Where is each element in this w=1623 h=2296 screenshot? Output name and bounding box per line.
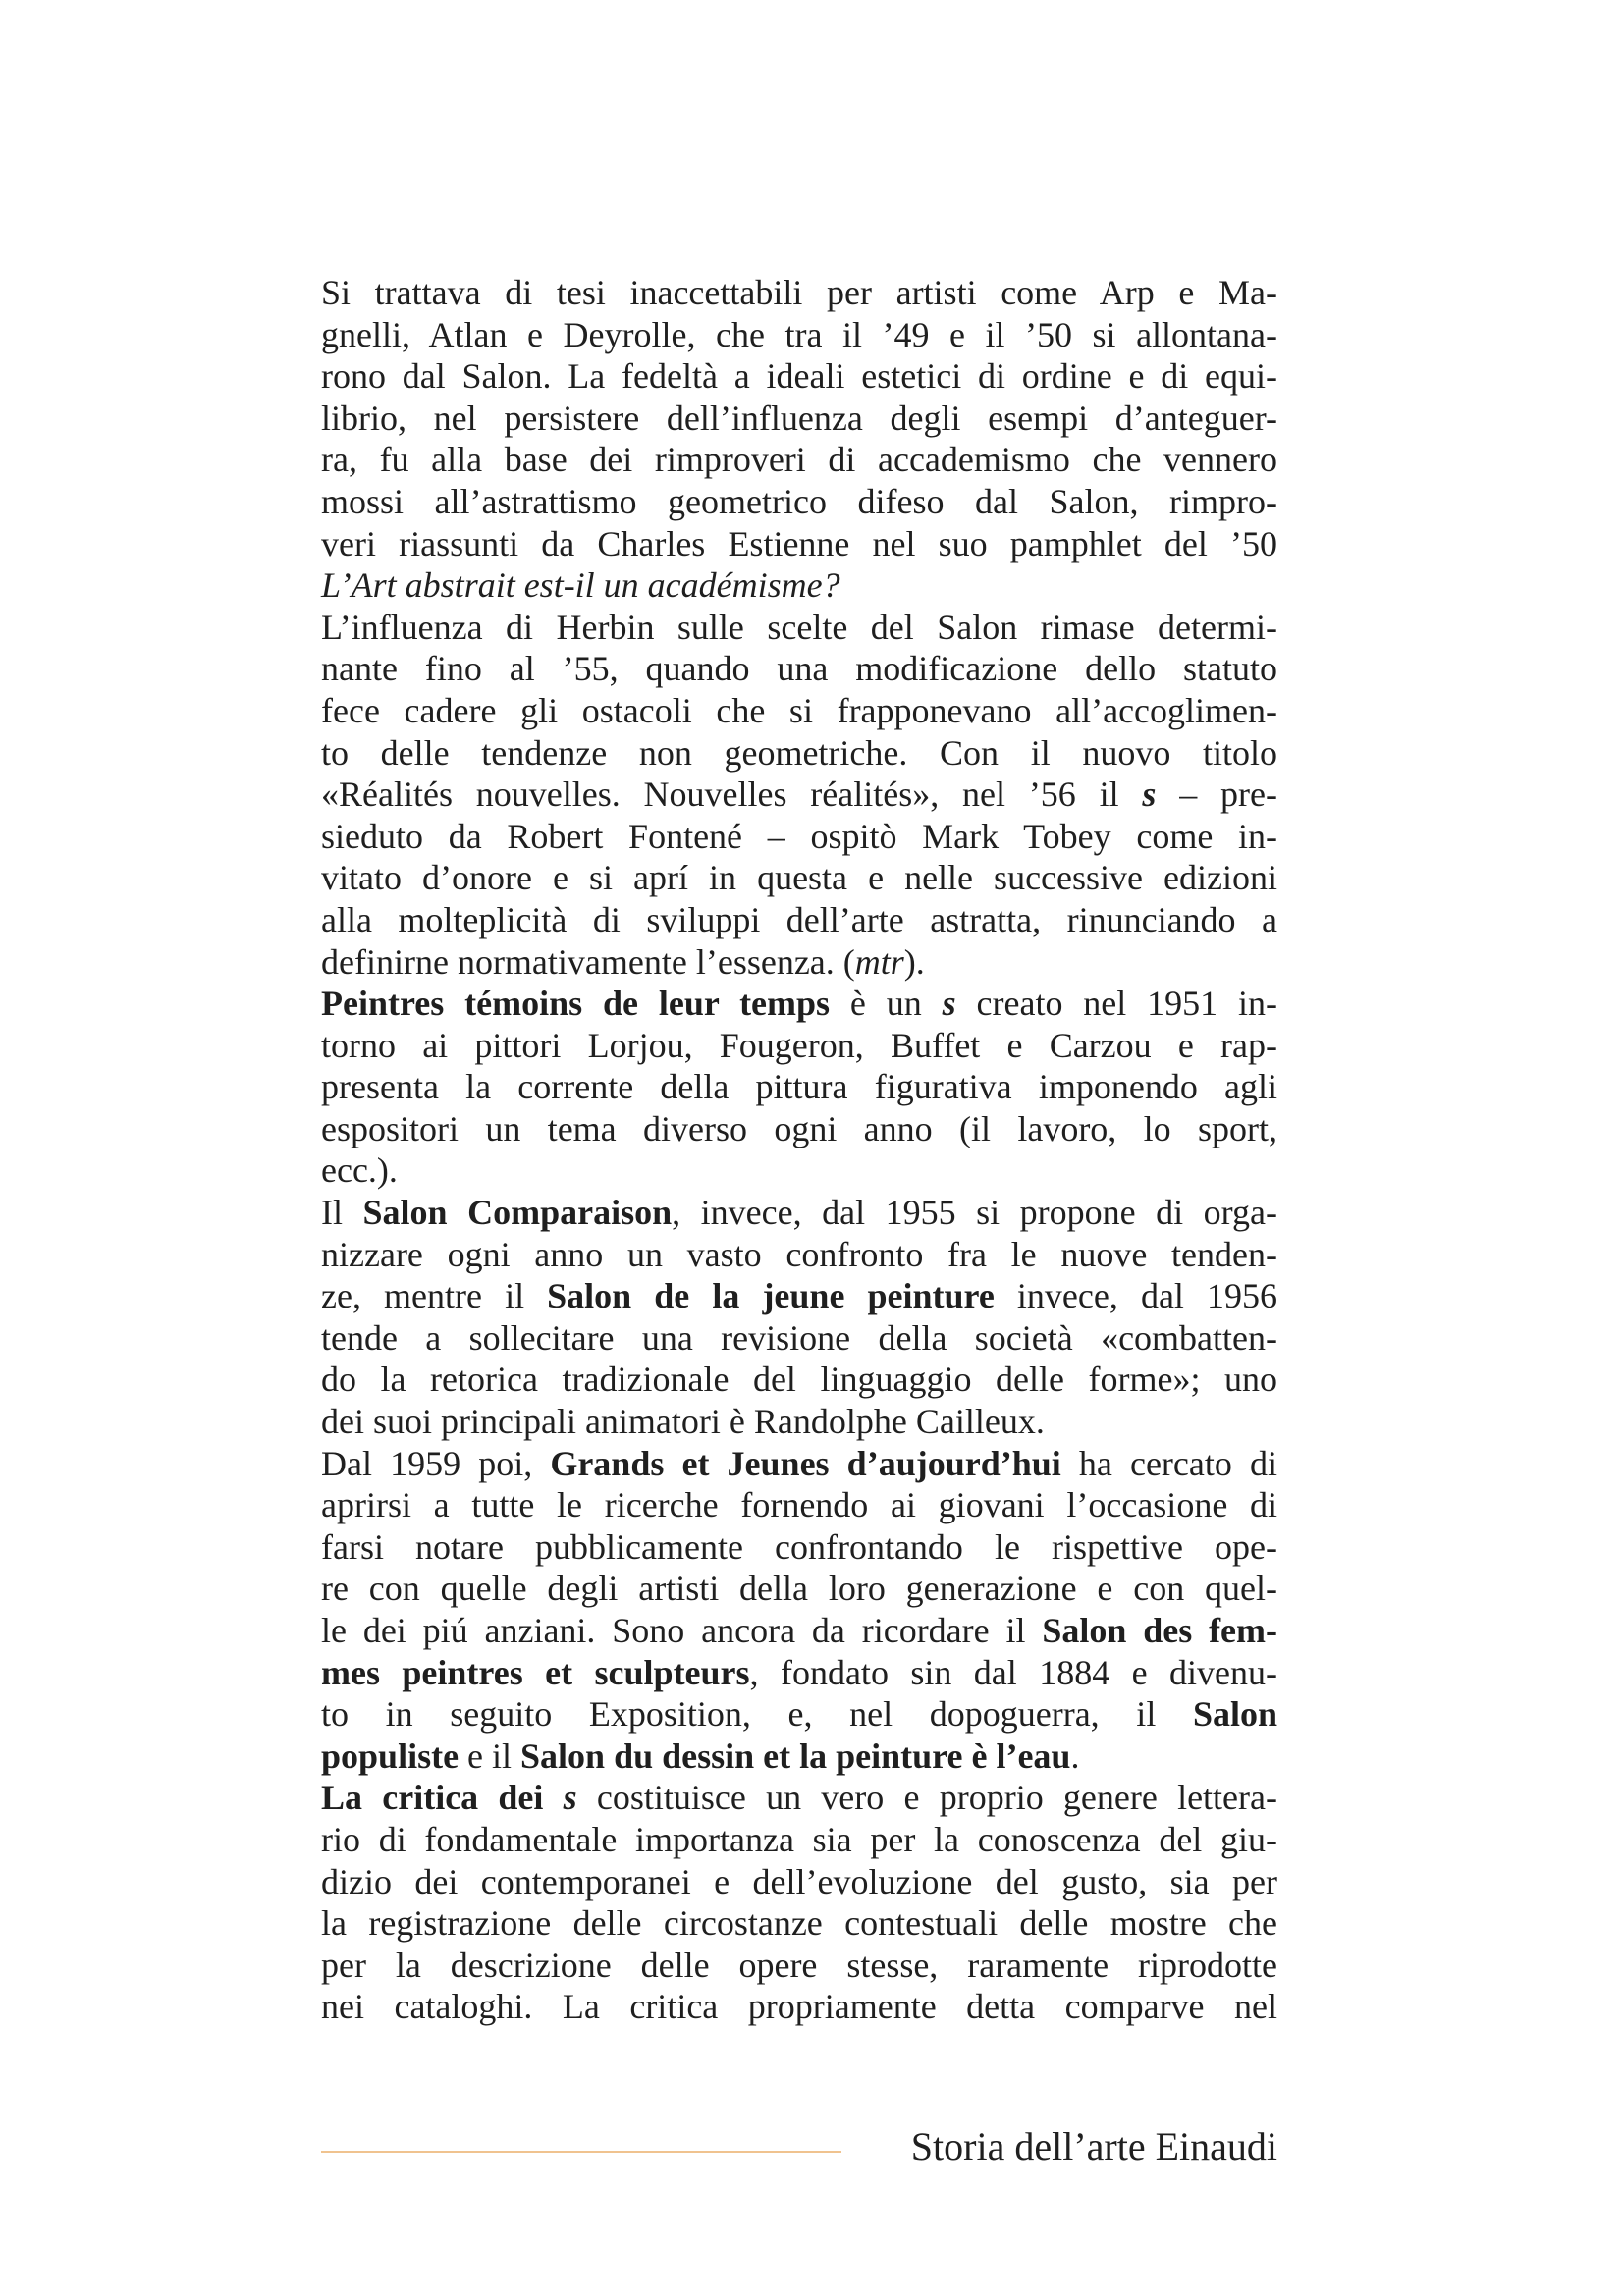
styled-text: Grands et Jeunes d’aujourd’hui <box>550 1443 1061 1483</box>
text-line <box>321 1275 1277 1317</box>
text-line <box>321 1401 1277 1443</box>
text-line <box>321 1945 1277 1987</box>
text-line <box>321 941 1277 984</box>
styled-text: Salon du dessin et la peinture è l’eau <box>520 1735 1071 1776</box>
text-run: vitato d’onore e si aprí in questa e nelle successive edizioni <box>321 858 1277 898</box>
text-line <box>321 857 1277 899</box>
text-line <box>321 1108 1277 1150</box>
text-line <box>321 355 1277 398</box>
text-line <box>321 1066 1277 1108</box>
text-run: ha cercato di <box>1060 1443 1277 1483</box>
text-line <box>321 1234 1277 1276</box>
styled-text: La critica dei <box>321 1778 564 1818</box>
styled-text: s <box>563 1778 577 1818</box>
text-line <box>321 272 1277 314</box>
text-line <box>321 1149 1277 1192</box>
styled-text: Peintres témoins de leur temps <box>321 984 831 1024</box>
text-run: rio di fondamentale importanza sia per la conoscenza del giu- <box>321 1819 1277 1859</box>
text-line <box>321 648 1277 690</box>
text-line <box>321 690 1277 732</box>
text-run: nizzare ogni anno un vasto confronto fra le nuove tenden- <box>321 1234 1277 1274</box>
text-line <box>321 1986 1277 2028</box>
text-run: ecc.). <box>321 1150 398 1191</box>
text-line <box>321 1526 1277 1569</box>
text-line <box>321 1443 1277 1485</box>
text-line <box>321 774 1277 816</box>
text-run: dei suoi principali animatori è Randolphe Cailleux. <box>321 1402 1045 1442</box>
text-run: Il <box>321 1193 363 1233</box>
text-line <box>321 1693 1277 1735</box>
styled-text: Salon des fem- <box>1042 1611 1278 1650</box>
text-line <box>321 1359 1277 1401</box>
text-run: alla molteplicità di sviluppi dell’arte astratta, rinunciando a <box>321 899 1277 939</box>
body-text <box>321 272 1277 2028</box>
text-run: dizio dei contemporanei e dell’evoluzione del gusto, sia per <box>321 1861 1277 1901</box>
text-run: per la descrizione delle opere stesse, raramente riprodotte <box>321 1945 1277 1985</box>
text-run: to delle tendenze non geometriche. Con il nuovo titolo <box>321 732 1277 773</box>
text-line <box>321 523 1277 565</box>
text-run: definirne normativamente l’essenza. ( <box>321 941 855 982</box>
text-line <box>321 1025 1277 1067</box>
text-line <box>321 1317 1277 1360</box>
text-run: torno ai pittori Lorjou, Fougeron, Buffet e Carzou e rap- <box>321 1025 1277 1065</box>
text-line <box>321 899 1277 941</box>
text-run: nante fino al ’55, quando una modificazione dello statuto <box>321 649 1277 689</box>
text-line <box>321 607 1277 649</box>
text-line <box>321 564 1277 607</box>
text-line <box>321 398 1277 440</box>
text-run: . <box>1070 1735 1080 1776</box>
text-line <box>321 732 1277 774</box>
styled-text: populiste <box>321 1735 460 1776</box>
text-line <box>321 1777 1277 1819</box>
text-line <box>321 1610 1277 1652</box>
text-line <box>321 1819 1277 1861</box>
text-line <box>321 1568 1277 1610</box>
text-line <box>321 439 1277 481</box>
styled-text: s <box>1142 774 1157 815</box>
styled-text: mes peintres et sculpteurs <box>321 1652 750 1692</box>
text-line <box>321 481 1277 523</box>
text-run: – pre- <box>1156 774 1277 815</box>
text-run: gnelli, Atlan e Deyrolle, che tra il ’49 e il ’50 si allontana- <box>321 314 1277 354</box>
text-run: aprirsi a tutte le ricerche fornendo ai giovani l’occasione di <box>321 1485 1277 1525</box>
styled-text: L’Art abstrait est-il un académisme? <box>321 565 840 606</box>
text-line <box>321 816 1277 858</box>
text-run: creato nel 1951 in- <box>955 984 1278 1024</box>
text-run: «Réalités nouvelles. Nouvelles réalités», nel ’56 il <box>321 774 1143 815</box>
text-run: veri riassunti da Charles Estienne nel suo pamphlet del ’50 <box>321 523 1277 563</box>
text-line <box>321 314 1277 356</box>
text-run: Dal 1959 poi, <box>321 1443 551 1483</box>
text-run: sieduto da Robert Fontené – ospitò Mark Tobey come in- <box>321 816 1277 856</box>
text-run: presenta la corrente della pittura figurativa imponendo agli <box>321 1067 1277 1107</box>
styled-text: s <box>942 984 956 1024</box>
text-run: L’influenza di Herbin sulle scelte del Salon rimase determi- <box>321 607 1277 647</box>
text-run: ze, mentre il <box>321 1276 548 1316</box>
text-run: nei cataloghi. La critica propriamente detta comparve nel <box>321 1987 1277 2027</box>
footer-rule <box>321 2151 841 2153</box>
text-run: e il <box>459 1735 521 1776</box>
text-run: è un <box>830 984 943 1024</box>
styled-text: Salon <box>1192 1694 1277 1735</box>
text-run: invece, dal 1956 <box>994 1276 1277 1316</box>
text-line <box>321 1192 1277 1234</box>
text-run: , invece, dal 1955 si propone di orga- <box>672 1193 1277 1233</box>
text-line <box>321 1484 1277 1526</box>
text-run: Si trattava di tesi inaccettabili per artisti come Arp e Ma- <box>321 273 1277 312</box>
text-run: mossi all’astrattismo geometrico difeso dal Salon, rimpro- <box>321 481 1277 521</box>
text-line <box>321 1652 1277 1694</box>
text-run: re con quelle degli artisti della loro generazione e con quel- <box>321 1569 1277 1609</box>
text-run: ra, fu alla base dei rimproveri di accademismo che vennero <box>321 440 1277 480</box>
text-line <box>321 983 1277 1025</box>
text-line <box>321 1861 1277 1903</box>
text-line <box>321 1902 1277 1945</box>
text-run: to in seguito Exposition, e, nel dopoguerra, il <box>321 1694 1193 1735</box>
text-run: farsi notare pubblicamente confrontando le rispettive ope- <box>321 1526 1277 1567</box>
text-run: tende a sollecitare una revisione della società «combatten- <box>321 1317 1277 1358</box>
styled-text: Salon de la jeune peinture <box>547 1276 995 1316</box>
text-run: le dei piú anziani. Sono ancora da ricordare il <box>321 1611 1043 1650</box>
text-run: costituisce un vero e proprio genere lettera- <box>576 1778 1277 1818</box>
styled-text: mtr <box>854 941 904 982</box>
text-run: fece cadere gli ostacoli che si frapponevano all’accoglimen- <box>321 690 1277 730</box>
text-run: do la retorica tradizionale del linguaggio delle forme»; uno <box>321 1360 1277 1400</box>
text-run: ). <box>903 941 925 982</box>
styled-text: Salon Comparaison <box>362 1193 673 1233</box>
text-run: la registrazione delle circostanze contestuali delle mostre che <box>321 1903 1277 1944</box>
text-run: , fondato sin dal 1884 e divenu- <box>749 1652 1277 1692</box>
text-line <box>321 1735 1277 1778</box>
footer-title: Storia dell’arte Einaudi <box>910 2124 1277 2168</box>
text-run: rono dal Salon. La fedeltà a ideali estetici di ordine e di equi- <box>321 356 1277 397</box>
text-run: librio, nel persistere dell’influenza degli esempi d’anteguer- <box>321 398 1277 438</box>
text-run: espositori un tema diverso ogni anno (il lavoro, lo sport, <box>321 1108 1277 1148</box>
